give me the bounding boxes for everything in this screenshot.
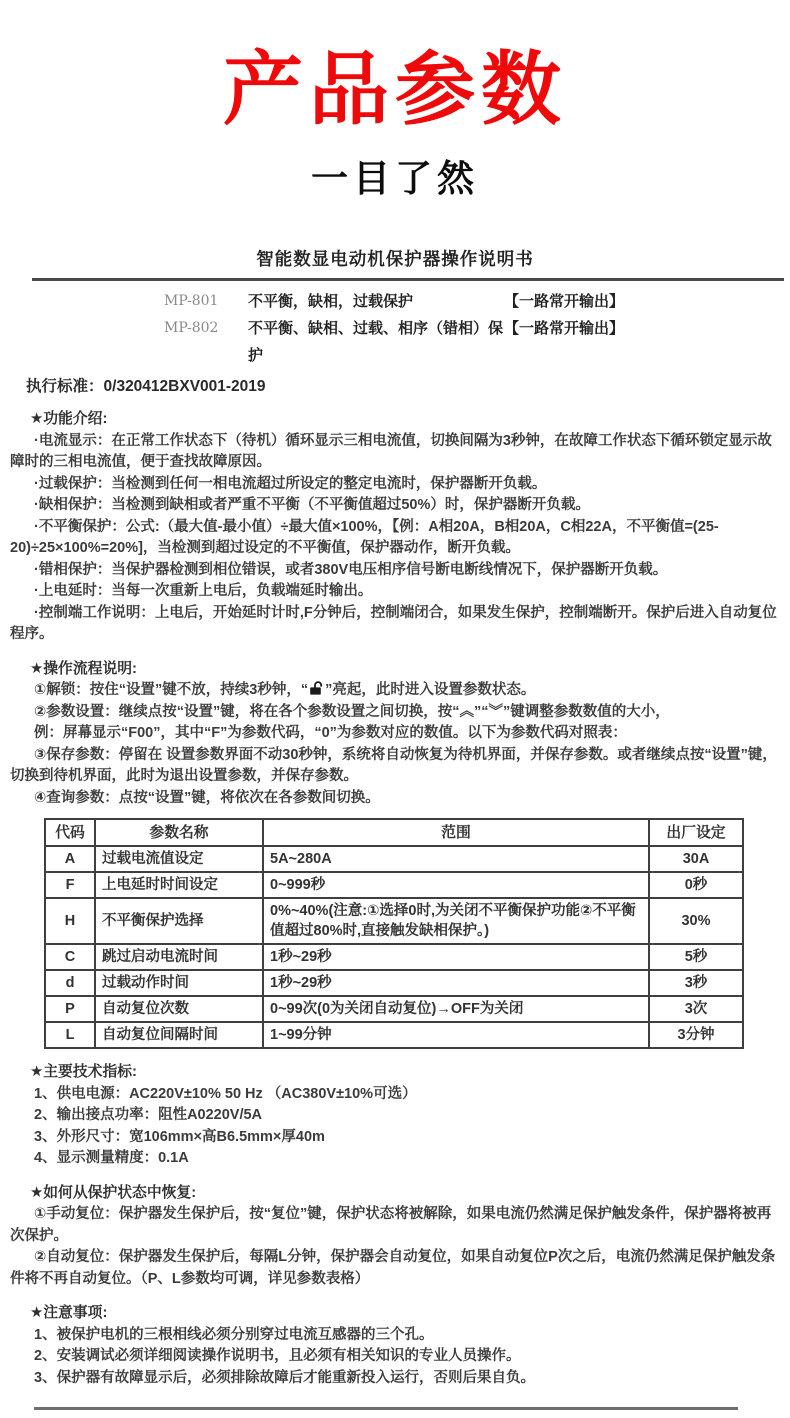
standard-line bbox=[26, 374, 784, 396]
table-cell: 5秒 bbox=[649, 944, 743, 970]
section-features bbox=[6, 409, 784, 646]
table-cell: 0秒 bbox=[649, 872, 743, 898]
standard-value: 0/320412BXV001-2019 bbox=[103, 378, 266, 395]
feature-item: ·错相保护：当保护器检测到相位错误，或者380V电压相序信号断电断线情况下，保护器断开负载。 bbox=[34, 561, 668, 578]
operation-step: ③保存参数：停留在 设置参数界面不动30秒钟，系统将自动恢复为待机界面，并保存参数。或者继续点按“设置”键，切换到待机界面，此时为退出设置参数，并保存参数。 bbox=[10, 746, 777, 784]
feature-item: ·控制端工作说明：上电后，开始延时计时,F分钟后，控制端闭合，如果发生保护，控制端断开。保护后进入自动复位程序。 bbox=[10, 604, 777, 642]
table-row bbox=[45, 944, 743, 970]
table-row bbox=[45, 846, 743, 872]
section-heading: ★主要技术指标: bbox=[30, 1064, 137, 1080]
model-row bbox=[164, 288, 784, 315]
feature-item: ·电流显示：在正常工作状态下（待机）循环显示三相电流值，切换间隔为3秒钟，在故障工作状态下循环锁定显示故障时的三相电流值，便于查找故障原因。 bbox=[10, 432, 772, 470]
section-operation bbox=[6, 659, 784, 810]
feature-item: ·缺相保护：当检测到缺相或者严重不平衡（不平衡值超过50%）时，保护器断开负载。 bbox=[34, 497, 590, 513]
feature-item: ·上电延时：当每一次重新上电后，负载端延时输出。 bbox=[34, 583, 373, 599]
section-heading: ★操作流程说明: bbox=[30, 660, 137, 677]
table-row bbox=[45, 1022, 743, 1048]
operation-step: ②参数设置：继续点按“设置”键，将在各个参数设置之间切换，按“︽”“︾”键调整参数数值的大小， bbox=[34, 703, 670, 720]
operation-step-list bbox=[6, 702, 784, 810]
table-header-cell: 参数名称 bbox=[95, 819, 263, 846]
banner bbox=[0, 0, 790, 202]
model-row bbox=[164, 315, 784, 369]
unlock-step bbox=[10, 680, 782, 702]
feature-item: ·不平衡保护：公式:（最大值-最小值）÷最大值×100%，【例：A相20A，B相20A，C相22A，不平衡值=(25-20)÷25×100%=20%]，当检测到超过设定的不平衡值，保护器动作，断开负载。 bbox=[10, 518, 719, 556]
section-tech-specs bbox=[6, 1062, 784, 1170]
table-cell: 过载电流值设定 bbox=[95, 846, 263, 872]
manual-document bbox=[0, 246, 790, 1410]
table-cell: L bbox=[45, 1022, 95, 1048]
operation-step: ④查询参数：点按“设置”键，将依次在各参数间切换。 bbox=[34, 789, 380, 806]
table-cell: 过载动作时间 bbox=[95, 970, 263, 996]
notice-item: 2、安装调试必须详细阅读操作说明书，且必须有相关知识的专业人员操作。 bbox=[34, 1348, 521, 1364]
table-cell: 1秒~29秒 bbox=[263, 944, 649, 970]
section-recovery bbox=[6, 1183, 784, 1291]
unlock-step-suffix: ”亮起，此时进入设置参数状态。 bbox=[325, 682, 536, 698]
model-number: MP-802 bbox=[164, 320, 219, 336]
table-cell: 自动复位间隔时间 bbox=[95, 1022, 263, 1048]
tech-spec-item: 1、供电电源：AC220V±10% 50 Hz （AC380V±10%可选） bbox=[34, 1085, 417, 1102]
table-row bbox=[45, 996, 743, 1022]
model-output-tag: 【一路常开输出】 bbox=[504, 320, 625, 337]
tech-spec-item: 3、外形尺寸：宽106mm×高B6.5mm×厚40m bbox=[34, 1128, 325, 1145]
model-output-tag: 【一路常开输出】 bbox=[504, 293, 625, 310]
table-body bbox=[45, 846, 743, 1048]
bottom-divider bbox=[34, 1407, 738, 1410]
unlock-step-prefix: ①解锁：按住“设置”键不放，持续3秒钟，“ bbox=[34, 682, 309, 698]
table-cell: 1~99分钟 bbox=[263, 1022, 649, 1048]
table-cell: F bbox=[45, 872, 95, 898]
table-header-cell: 代码 bbox=[45, 819, 95, 846]
table-header-cell: 出厂设定 bbox=[649, 819, 743, 846]
section-heading: ★如何从保护状态中恢复: bbox=[30, 1184, 197, 1201]
table-cell: 5A~280A bbox=[263, 846, 649, 872]
operation-step: 例：屏幕显示“F00”，其中“F”为参数代码，“0”为参数对应的数值。以下为参数代码对照表： bbox=[34, 725, 627, 741]
tech-spec-list bbox=[6, 1084, 784, 1170]
model-list bbox=[164, 288, 784, 369]
recovery-list bbox=[6, 1204, 784, 1290]
tech-spec-item: 4、显示测量精度：0.1A bbox=[34, 1150, 189, 1166]
model-description: 不平衡、缺相、过载、相序（错相）保护 bbox=[248, 320, 504, 364]
table-header-row bbox=[45, 819, 743, 846]
table-cell: 3分钟 bbox=[649, 1022, 743, 1048]
table-cell: 30A bbox=[649, 846, 743, 872]
table-cell: 0~99次(0为关闭自动复位)→OFF为关闭 bbox=[263, 996, 649, 1022]
table-cell: 3次 bbox=[649, 996, 743, 1022]
section-heading: ★功能介绍: bbox=[30, 411, 108, 427]
table-cell: 0%~40%(注意:①选择0时,为关闭不平衡保护功能②不平衡值超过80%时,直接触发缺相保护。) bbox=[263, 898, 649, 944]
table-cell: H bbox=[45, 898, 95, 944]
table-cell: C bbox=[45, 944, 95, 970]
table-header-cell: 范围 bbox=[263, 819, 649, 846]
table-cell: 30% bbox=[649, 898, 743, 944]
banner-subtitle: 一目了然 bbox=[311, 158, 479, 199]
notice-list bbox=[6, 1325, 784, 1390]
table-cell: 不平衡保护选择 bbox=[95, 898, 263, 944]
table-cell: 3秒 bbox=[649, 970, 743, 996]
doc-title: 智能数显电动机保护器操作说明书 bbox=[256, 249, 534, 269]
table-header bbox=[45, 819, 743, 846]
banner-title: 产品参数 bbox=[223, 45, 567, 134]
unlock-icon bbox=[308, 681, 325, 695]
table-cell: 跳过启动电流时间 bbox=[95, 944, 263, 970]
table-cell: 上电延时时间设定 bbox=[95, 872, 263, 898]
model-number: MP-801 bbox=[164, 293, 219, 309]
tech-spec-item: 2、输出接点功率：阻性A0220V/5A bbox=[34, 1107, 263, 1123]
notice-item: 3、保护器有故障显示后，必须排除故障后才能重新投入运行，否则后果自负。 bbox=[34, 1369, 536, 1386]
table-cell: d bbox=[45, 970, 95, 996]
standard-label: 执行标准： bbox=[26, 378, 104, 395]
feature-list bbox=[6, 431, 784, 646]
table-row bbox=[45, 970, 743, 996]
model-description: 不平衡，缺相，过载保护 bbox=[248, 293, 414, 310]
table-cell: 1秒~29秒 bbox=[263, 970, 649, 996]
section-notices bbox=[6, 1303, 784, 1389]
parameter-table bbox=[44, 818, 744, 1049]
recovery-item: ①手动复位：保护器发生保护后，按“复位”键，保护状态将被解除，如果电流仍然满足保护触发条件，保护器将被再次保护。 bbox=[10, 1206, 772, 1244]
section-heading: ★注意事项: bbox=[30, 1305, 108, 1321]
table-cell: P bbox=[45, 996, 95, 1022]
top-divider bbox=[32, 278, 784, 281]
feature-item: ·过载保护：当检测到任何一相电流超过所设定的整定电流时，保护器断开负载。 bbox=[34, 475, 547, 492]
recovery-item: ②自动复位：保护器发生保护后，每隔L分钟，保护器会自动复位，如果自动复位P次之后，电流仍然满足保护触发条件将不再自动复位。（P、L参数均可调，详见参数表格） bbox=[10, 1249, 776, 1287]
table-row bbox=[45, 898, 743, 944]
table-cell: 自动复位次数 bbox=[95, 996, 263, 1022]
table-cell: A bbox=[45, 846, 95, 872]
notice-item: 1、被保护电机的三根相线必须分别穿过电流互感器的三个孔。 bbox=[34, 1326, 434, 1343]
table-cell: 0~999秒 bbox=[263, 872, 649, 898]
table-row bbox=[45, 872, 743, 898]
